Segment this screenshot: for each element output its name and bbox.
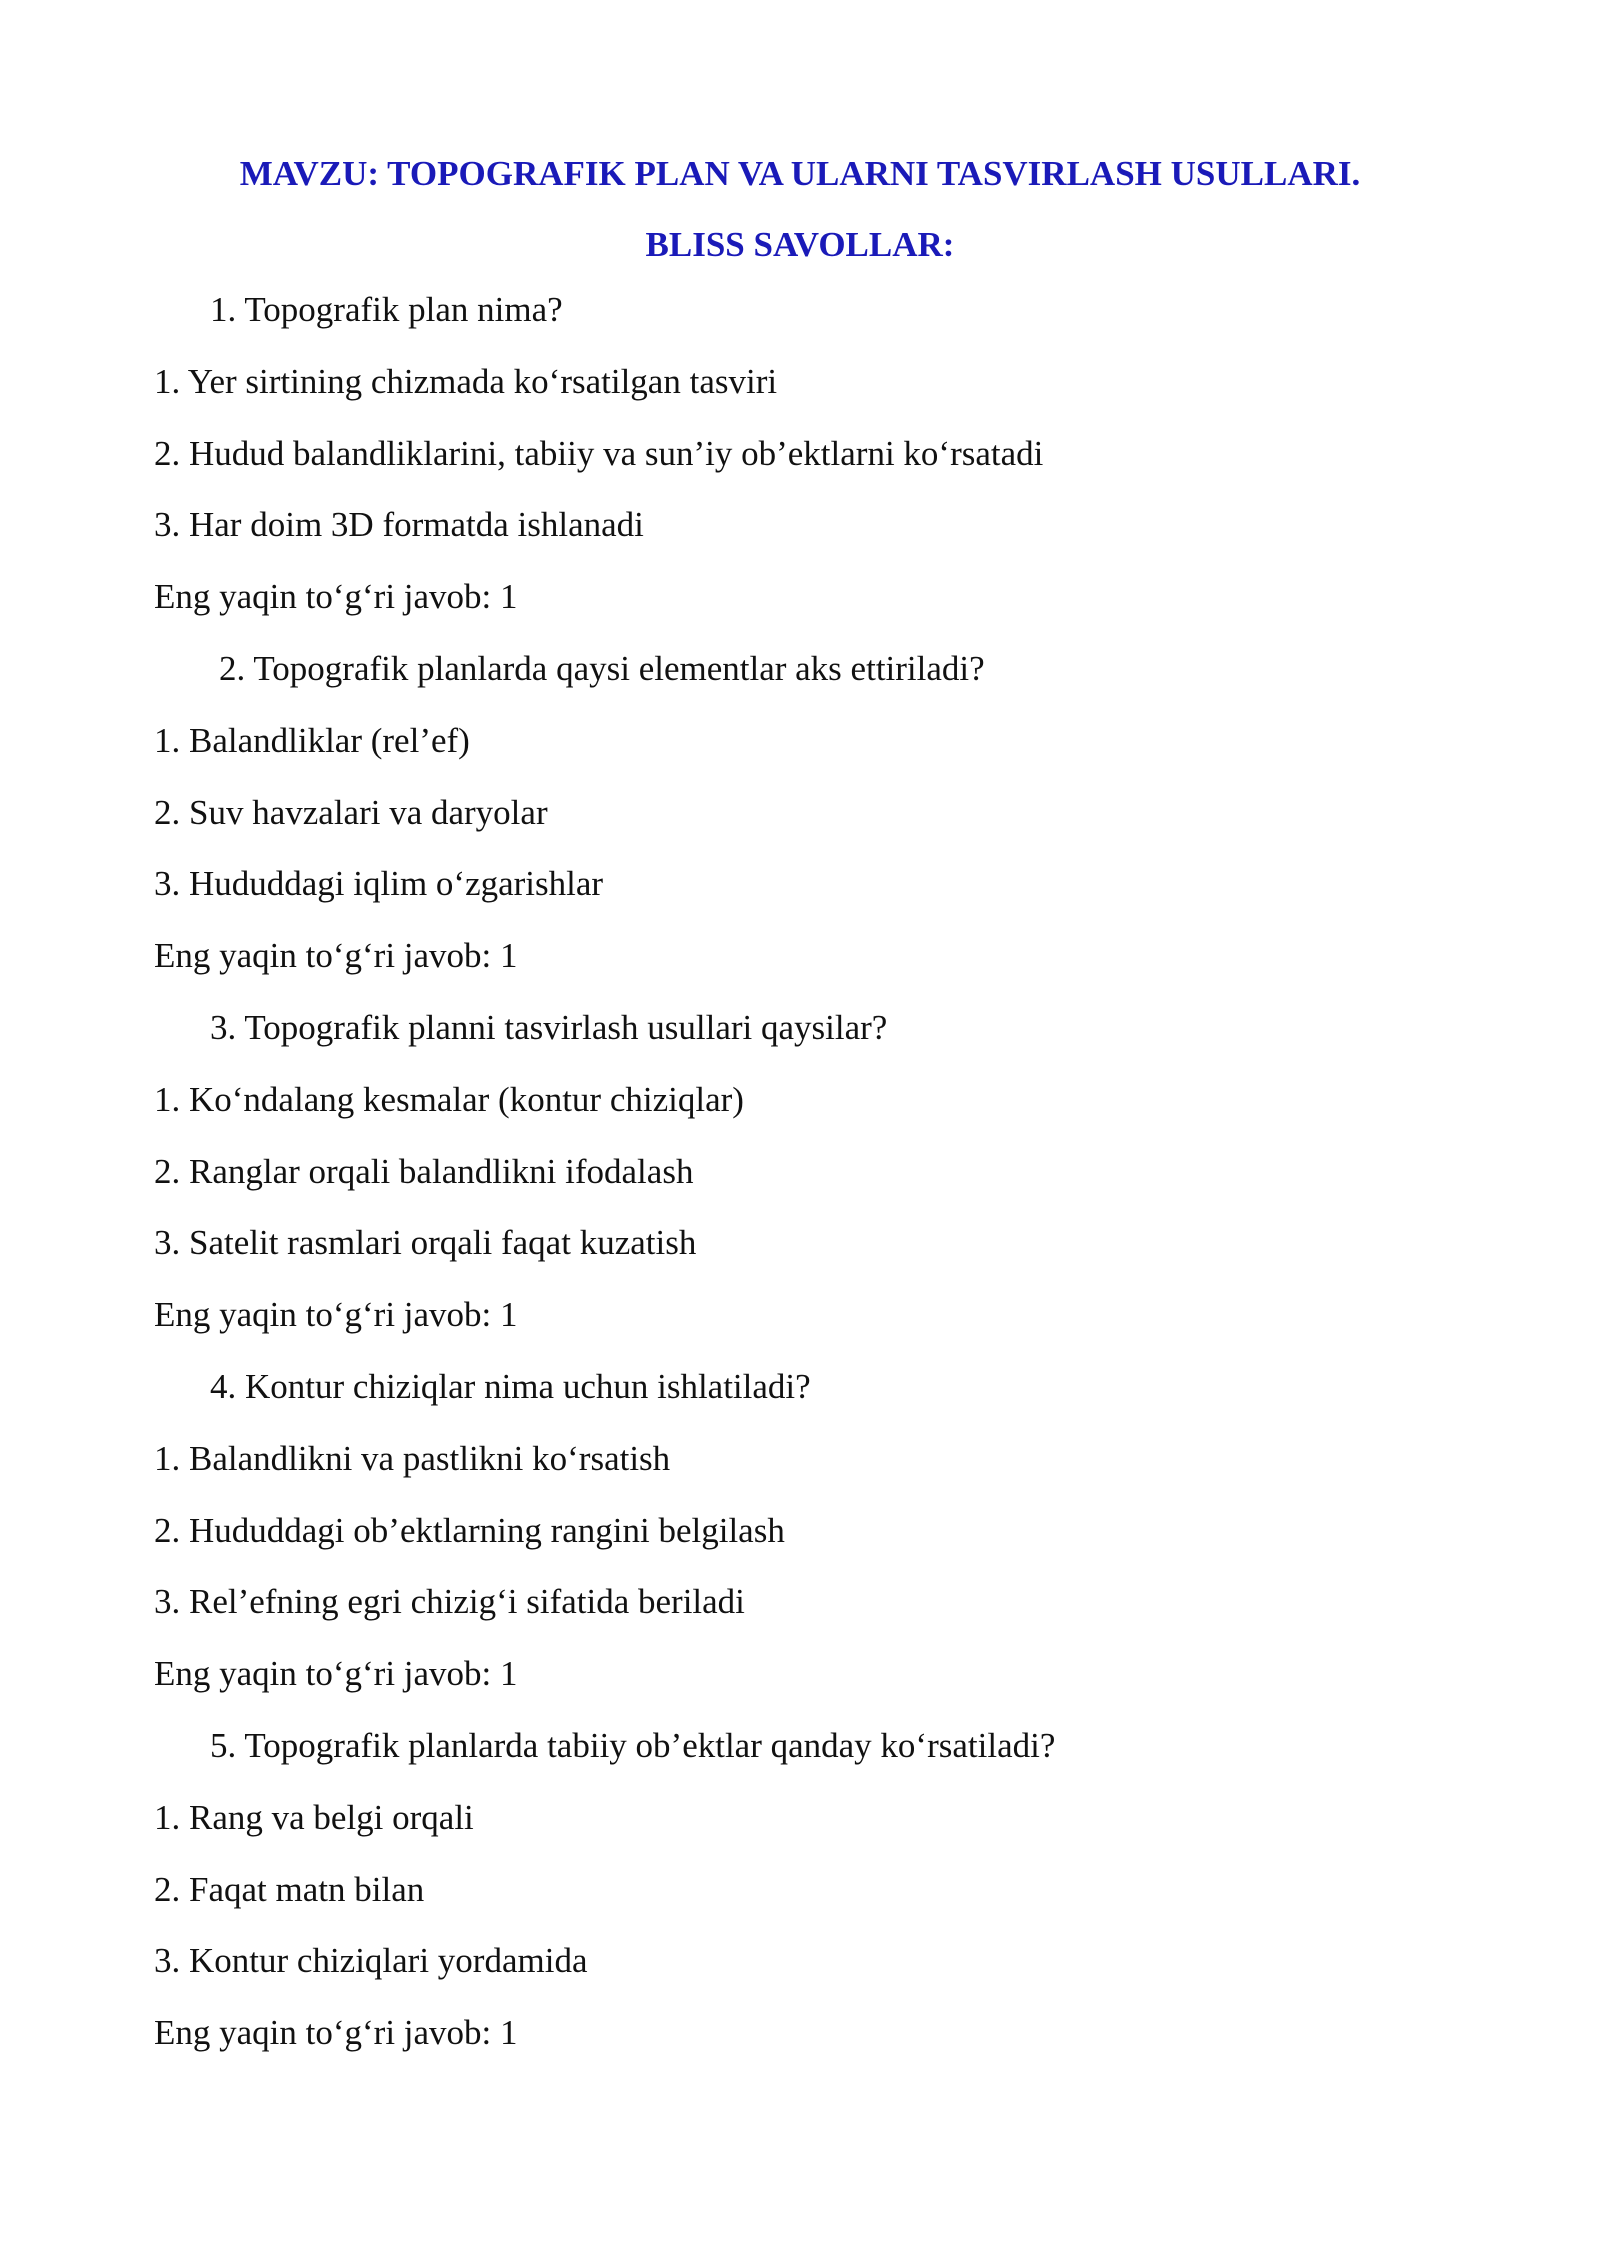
correct-answer: Eng yaqin to‘g‘ri javob: 1 [154, 2013, 518, 2053]
answer-option: 1. Rang va belgi orqali [154, 1797, 474, 1837]
correct-answer: Eng yaqin to‘g‘ri javob: 1 [154, 1295, 518, 1335]
question-text: 5. Topografik planlarda tabiiy ob’ektlar qanday ko‘rsatiladi? [210, 1725, 1056, 1765]
correct-answer: Eng yaqin to‘g‘ri javob: 1 [154, 577, 518, 617]
document-title: MAVZU: TOPOGRAFIK PLAN VA ULARNI TASVIRLASH USULLARI. [239, 154, 1361, 193]
answer-option: 3. Har doim 3D formatda ishlanadi [154, 505, 644, 545]
question-block [0, 647, 1600, 1006]
answer-option: 2. Hudud balandliklarini, tabiiy va sun’iy ob’ektlarni ko‘rsatadi [154, 433, 1044, 473]
question-list [0, 288, 1600, 2083]
answer-option: 1. Balandlikni va pastlikni ko‘rsatish [154, 1438, 671, 1478]
question-text: 2. Topografik planlarda qaysi elementlar aks ettiriladi? [219, 648, 985, 688]
question-block [0, 1006, 1600, 1365]
answer-option: 2. Suv havzalari va daryolar [154, 792, 548, 832]
question-text: 1. Topografik plan nima? [210, 290, 563, 329]
answer-option: 2. Hududdagi ob’ektlarning rangini belgilash [154, 1510, 785, 1550]
answer-option: 3. Satelit rasmlari orqali faqat kuzatish [154, 1223, 697, 1263]
answer-option: 1. Balandliklar (rel’ef) [154, 720, 470, 760]
question-block [0, 1724, 1600, 2083]
answer-option: 3. Kontur chiziqlari yordamida [154, 1941, 588, 1981]
correct-answer: Eng yaqin to‘g‘ri javob: 1 [154, 936, 518, 976]
answer-option: 3. Rel’efning egri chizig‘i sifatida beriladi [154, 1582, 745, 1622]
question-block [0, 1365, 1600, 1724]
answer-option: 2. Faqat matn bilan [154, 1869, 425, 1909]
document-subtitle: BLISS SAVOLLAR: [645, 225, 955, 264]
question-block [0, 288, 1600, 647]
question-text: 4. Kontur chiziqlar nima uchun ishlatiladi? [210, 1366, 811, 1406]
answer-option: 1. Yer sirtining chizmada ko‘rsatilgan tasviri [154, 361, 778, 401]
answer-option: 2. Ranglar orqali balandlikni ifodalash [154, 1151, 694, 1191]
answer-option: 3. Hududdagi iqlim o‘zgarishlar [154, 864, 604, 904]
answer-option: 1. Ko‘ndalang kesmalar (kontur chiziqlar) [154, 1079, 744, 1119]
question-text: 3. Topografik planni tasvirlash usullari qaysilar? [210, 1007, 888, 1047]
correct-answer: Eng yaqin to‘g‘ri javob: 1 [154, 1654, 518, 1694]
